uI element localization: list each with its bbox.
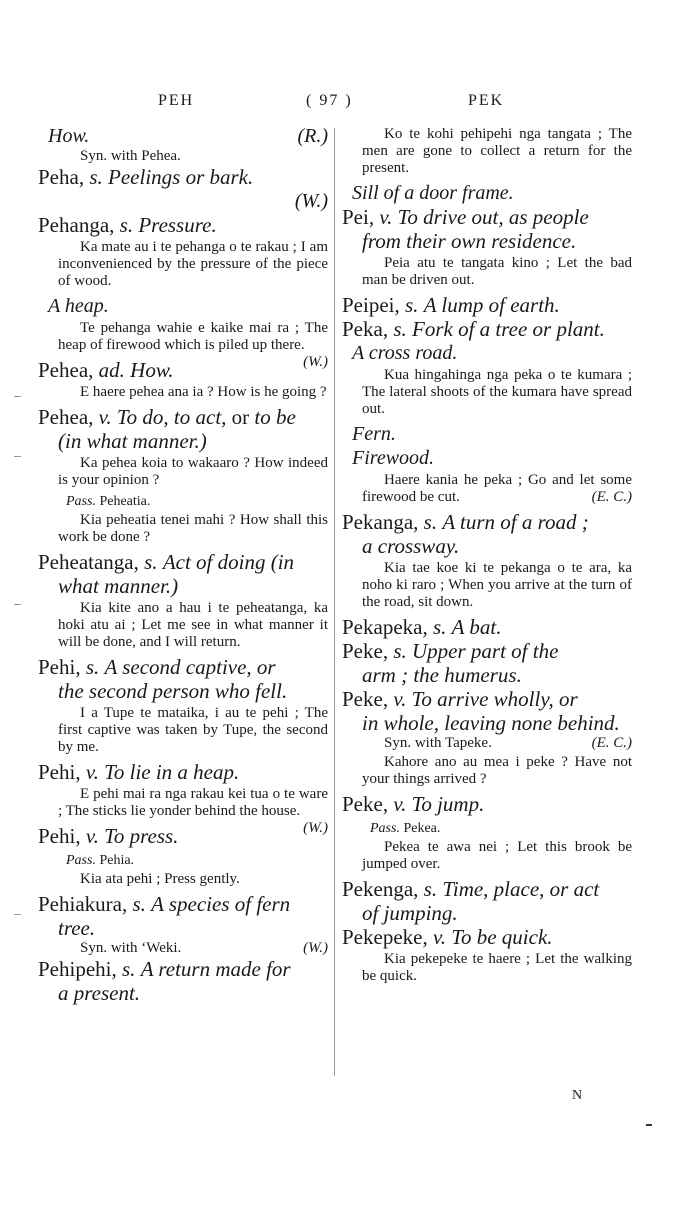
conjunction: or xyxy=(231,405,250,429)
definition-continuation: what manner.) xyxy=(58,574,179,598)
definition: A bat. xyxy=(451,615,502,639)
example-sentence xyxy=(36,512,328,546)
margin-mark xyxy=(14,914,21,915)
headword: Pekapeka, xyxy=(342,615,428,639)
example-text: E haere pehea ana ia ? How is he going ? xyxy=(80,384,327,400)
column-rule xyxy=(334,128,335,1076)
sense-text: Fern. xyxy=(352,423,396,445)
entry-headword-line xyxy=(36,760,328,784)
headword: Peka, xyxy=(342,317,389,341)
synonym-note xyxy=(36,940,328,957)
sense-definition xyxy=(36,294,328,318)
headword: Peipei, xyxy=(342,293,400,317)
left-column xyxy=(36,124,328,1005)
definition: Act of doing (in xyxy=(162,550,295,574)
part-of-speech: s. xyxy=(144,550,158,574)
part-of-speech: s. xyxy=(119,213,134,237)
example-text: Kia pekepeke te haere ; Let the walking be quick. xyxy=(362,951,632,984)
sense-definition xyxy=(340,181,632,205)
definition-continued xyxy=(340,534,632,558)
definition-continuation: the second person who fell. xyxy=(58,679,288,703)
example-text: Kia tae koe ki te pekanga o te ara, ka noho ki raro ; When you arrive at the turn of the road, sit down. xyxy=(362,560,632,610)
example-sentence xyxy=(36,239,328,290)
headword: Peke, xyxy=(342,687,389,711)
entry-headword-line xyxy=(36,165,328,189)
definition: Time, place, or act xyxy=(442,877,600,901)
example-text: Kia kite ano a hau i te peheatanga, ka hoki atu ai ; Let me see in what manner it will be done, and I will return. xyxy=(58,600,328,650)
margin-mark xyxy=(14,456,21,457)
sense-definition xyxy=(36,124,328,148)
example-text: I a Tupe te mataika, i au te pehi ; The first captive was taken by Tupe, the second by me. xyxy=(58,705,328,755)
part-of-speech: s. xyxy=(393,317,407,341)
definition-continuation: in whole, leaving none behind. xyxy=(362,711,620,735)
part-of-speech: v. xyxy=(393,792,407,816)
definition-continued xyxy=(36,916,328,940)
passive-form xyxy=(36,852,328,869)
definition: A lump of earth. xyxy=(423,293,560,317)
entry-headword-line xyxy=(340,615,632,639)
sense-text: How. xyxy=(48,125,90,147)
header-right: PEK xyxy=(468,92,505,109)
headword: Peha, xyxy=(38,165,85,189)
sense-definition xyxy=(340,446,632,470)
example-sentence xyxy=(36,705,328,756)
part-of-speech: ad. xyxy=(98,358,125,382)
example-sentence xyxy=(340,367,632,418)
entry-headword-line xyxy=(36,957,328,981)
sense-text: Sill of a door frame. xyxy=(352,182,514,204)
definition: Peelings or bark. xyxy=(108,165,254,189)
passive-label: Pass. xyxy=(66,853,96,868)
source-mark: (E. C.) xyxy=(591,735,632,751)
example-text: Kua hingahinga nga peka o te kumara ; The lateral shoots of the kumara have spread out. xyxy=(362,367,632,417)
entry-headword-line xyxy=(340,317,632,341)
definition: To arrive wholly, or xyxy=(411,687,578,711)
margin-mark xyxy=(14,396,21,397)
footer-mark xyxy=(646,1124,652,1126)
example-text: Kia ata pehi ; Press gently. xyxy=(80,871,240,887)
entry-headword-line xyxy=(36,405,328,429)
entry-headword-line xyxy=(340,293,632,317)
example-text: E pehi mai ra nga rakau kei tua o te ware ; The sticks lie yonder behind the house. xyxy=(58,786,328,819)
entry-headword-line xyxy=(340,687,632,711)
definition: A return made for xyxy=(140,957,291,981)
definition: To do, to act, xyxy=(116,405,227,429)
definition-continued xyxy=(36,981,328,1005)
part-of-speech: v. xyxy=(393,687,407,711)
example-text: Peia atu te tangata kino ; Let the bad man be driven out. xyxy=(362,255,632,288)
definition: To drive out, as people xyxy=(397,205,589,229)
entry-headword-line xyxy=(36,213,328,237)
headword: Pehi, xyxy=(38,655,81,679)
example-text: Haere kania he peka ; Go and let some firewood be cut. xyxy=(362,472,632,505)
entry-headword-line xyxy=(340,205,632,229)
margin-mark xyxy=(14,604,21,605)
definition: How. xyxy=(130,358,174,382)
entry-headword-line xyxy=(36,892,328,916)
right-column xyxy=(340,124,632,989)
synonym-note xyxy=(340,735,632,752)
entry-headword-line xyxy=(340,877,632,901)
headword: Pekepeke, xyxy=(342,925,428,949)
passive-word: Peheatia. xyxy=(99,494,151,509)
part-of-speech: s. xyxy=(132,892,146,916)
entry-headword-line xyxy=(36,550,328,574)
passive-form xyxy=(340,820,632,837)
headword: Peke, xyxy=(342,639,389,663)
synonym-text: Syn. with Tapeke. xyxy=(384,735,492,751)
definition: Fork of a tree or plant. xyxy=(412,317,605,341)
example-text: Kahore ano au mea i peke ? Have not your things arrived ? xyxy=(362,754,632,787)
headword: Pehea, xyxy=(38,405,94,429)
source-mark: (W.) xyxy=(303,354,328,370)
passive-form xyxy=(36,493,328,510)
example-sentence xyxy=(340,472,632,506)
example-sentence xyxy=(36,871,328,888)
example-text: Kia peheatia tenei mahi ? How shall this work be done ? xyxy=(58,512,328,545)
definition: A second captive, or xyxy=(104,655,276,679)
definition-continued xyxy=(36,574,328,598)
entry-headword-line xyxy=(36,655,328,679)
source-mark: (R.) xyxy=(297,125,328,147)
synonym-note xyxy=(36,148,328,165)
definition: A turn of a road ; xyxy=(442,510,589,534)
sense-definition xyxy=(340,422,632,446)
definition: To be quick. xyxy=(451,925,553,949)
definition: To jump. xyxy=(411,792,485,816)
example-sentence xyxy=(36,600,328,651)
part-of-speech: s. xyxy=(432,615,447,639)
example-text: Ka pehea koia to wakaaro ? How indeed is your opinion ? xyxy=(58,455,328,488)
headword: Peke, xyxy=(342,792,389,816)
part-of-speech: v. xyxy=(432,925,446,949)
headword: Pehiakura, xyxy=(38,892,128,916)
part-of-speech: v. xyxy=(85,760,99,784)
headword: Peheatanga, xyxy=(38,550,139,574)
source-mark: (E. C.) xyxy=(591,489,632,505)
definition: Pressure. xyxy=(138,213,217,237)
definition-continued xyxy=(36,429,328,453)
part-of-speech: v. xyxy=(85,824,99,848)
entry-headword-line xyxy=(340,925,632,949)
headword: Pehi, xyxy=(38,824,81,848)
definition: To lie in a heap. xyxy=(104,760,240,784)
part-of-speech: s. xyxy=(89,165,103,189)
example-sentence xyxy=(340,839,632,873)
part-of-speech: s. xyxy=(405,293,419,317)
definition-continued xyxy=(340,901,632,925)
definition-continued xyxy=(340,711,632,735)
passive-label: Pass. xyxy=(66,494,96,509)
headword: Pei, xyxy=(342,205,375,229)
headword: Pehanga, xyxy=(38,213,115,237)
part-of-speech: v. xyxy=(379,205,393,229)
part-of-speech: s. xyxy=(122,957,136,981)
example-text: Pekea te awa nei ; Let this brook be jumped over. xyxy=(362,839,632,872)
definition-continuation: of jumping. xyxy=(362,901,458,925)
part-of-speech: s. xyxy=(393,639,407,663)
example-sentence xyxy=(36,384,328,401)
example-sentence xyxy=(340,255,632,289)
passive-word: Pehia. xyxy=(99,853,135,868)
definition: to be xyxy=(254,405,296,429)
source-mark: (W.) xyxy=(294,190,328,212)
headword: Pehea, xyxy=(38,358,94,382)
entry-headword-line xyxy=(340,510,632,534)
page-number: ( 97 ) xyxy=(306,92,353,109)
sense-text: A cross road. xyxy=(352,342,458,364)
definition-continuation: (in what manner.) xyxy=(58,429,207,453)
example-text: Te pehanga wahie e kaike mai ra ; The heap of firewood which is piled up there. xyxy=(58,320,328,353)
source-mark: (W.) xyxy=(303,940,328,956)
definition: Upper part of the xyxy=(412,639,559,663)
sense-definition xyxy=(340,341,632,365)
signature-mark: N xyxy=(572,1088,584,1103)
header-left: PEH xyxy=(158,92,195,109)
definition-continued xyxy=(36,679,328,703)
part-of-speech: v. xyxy=(98,405,112,429)
definition: To press. xyxy=(104,824,179,848)
definition: A species of fern xyxy=(151,892,291,916)
sense-text: A heap. xyxy=(48,295,109,317)
headword: Pekenga, xyxy=(342,877,419,901)
example-sentence xyxy=(340,560,632,611)
example-sentence xyxy=(36,455,328,489)
example-sentence xyxy=(340,754,632,788)
definition-continued xyxy=(340,229,632,253)
synonym-text: Syn. with Pehea. xyxy=(80,148,181,164)
example-text: Ko te kohi pehipehi nga tangata ; The men are gone to collect a return for the present. xyxy=(362,126,632,176)
headword: Pehipehi, xyxy=(38,957,117,981)
synonym-text: Syn. with ‘Weki. xyxy=(80,940,182,956)
headword: Pehi, xyxy=(38,760,81,784)
part-of-speech: s. xyxy=(423,510,438,534)
passive-word: Pekea. xyxy=(403,821,441,836)
part-of-speech: s. xyxy=(423,877,438,901)
entry-headword-line xyxy=(340,792,632,816)
source-line xyxy=(36,189,328,213)
example-sentence xyxy=(340,951,632,985)
part-of-speech: s. xyxy=(85,655,100,679)
definition-continuation: arm ; the humerus. xyxy=(362,663,522,687)
running-header xyxy=(0,92,700,116)
passive-label: Pass. xyxy=(370,821,400,836)
definition-continuation: a present. xyxy=(58,981,141,1005)
sense-text: Firewood. xyxy=(352,447,435,469)
example-text: Ka mate au i te pehanga o te rakau ; I am inconvenienced by the pressure of the piece of wood. xyxy=(58,239,328,289)
example-sentence xyxy=(340,126,632,177)
definition-continuation: a crossway. xyxy=(362,534,460,558)
entry-headword-line xyxy=(340,639,632,663)
definition-continuation: from their own residence. xyxy=(362,229,577,253)
definition-continued xyxy=(340,663,632,687)
definition-continuation: tree. xyxy=(58,916,96,940)
source-mark: (W.) xyxy=(303,820,328,836)
headword: Pekanga, xyxy=(342,510,419,534)
